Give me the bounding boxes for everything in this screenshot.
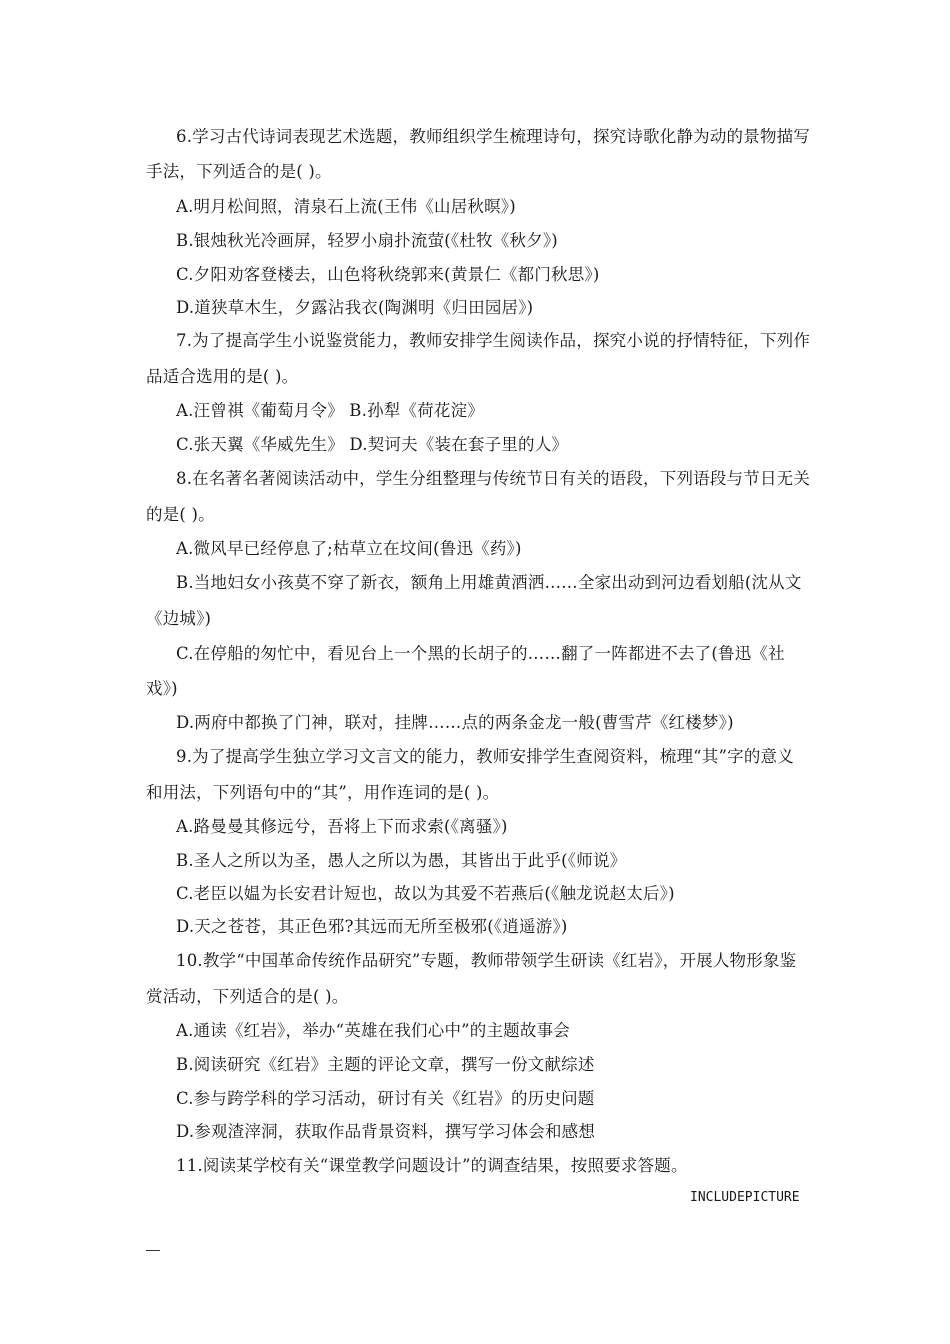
q7-options-cd: C.张天翼《华威先生》 D.契诃夫《装在套子里的人》 <box>176 435 569 454</box>
q10-option-c: C.参与跨学科的学习活动，研讨有关《红岩》的历史问题 <box>176 1089 595 1108</box>
q10-stem-line1: 10.教学“中国革命传统作品研究”专题，教师带领学生研读《红岩》，开展人物形象鉴 <box>176 951 797 970</box>
q8-option-b-line1: B.当地妇女小孩莫不穿了新衣，额角上用雄黄酒洒……全家出动到河边看划船(沈从文 <box>176 573 802 592</box>
q9-stem-line2: 和用法，下列语句中的“其”，用作连词的是( )。 <box>146 783 500 802</box>
q7-stem-line1: 7.为了提高学生小说鉴赏能力，教师安排学生阅读作品，探究小说的抒情特征，下列作 <box>176 331 811 350</box>
q6-stem-line1: 6.学习古代诗词表现艺术选题，教师组织学生梳理诗句，探究诗歌化静为动的景物描写 <box>176 127 811 146</box>
q8-option-d: D.两府中都换了门神，联对，挂牌……点的两条金龙一般(曹雪芹《红楼梦》) <box>176 713 734 732</box>
q8-stem-line1: 8.在名著名著阅读活动中，学生分组整理与传统节日有关的语段，下列语段与节日无关 <box>176 469 811 488</box>
q9-option-a: A.路曼曼其修远兮，吾将上下而求索(《离骚》) <box>176 817 508 836</box>
q8-option-a: A.微风早已经停息了;枯草立在坟间(鲁迅《药》) <box>176 539 522 558</box>
q8-option-c-line2: 戏》) <box>146 679 178 698</box>
q6-option-b: B.银烛秋光冷画屏，轻罗小扇扑流萤(《杜牧《秋夕》) <box>176 231 558 250</box>
q9-stem-line1: 9.为了提高学生独立学习文言文的能力，教师安排学生查阅资料，梳理“其”字的意义 <box>176 747 794 766</box>
q8-option-b-line2: 《边城》) <box>146 609 212 628</box>
q8-option-c-line1: C.在停船的匆忙中，看见台上一个黑的长胡子的……翻了一阵都进不去了(鲁迅《社 <box>176 644 785 663</box>
q11-stem-line1: 11.阅读某学校有关“课堂教学问题设计”的调查结果，按照要求答题。 <box>176 1156 688 1175</box>
q10-stem-line2: 赏活动，下列适合的是( )。 <box>146 987 349 1006</box>
q9-option-d: D.天之苍苍，其正色邪?其远而无所至极邪(《逍遥游》) <box>176 917 568 936</box>
q6-option-a: A.明月松间照，清泉石上流(王伟《山居秋暝》) <box>176 197 516 216</box>
q10-option-d: D.参观渣滓洞，获取作品背景资料，撰写学习体会和感想 <box>176 1122 596 1141</box>
q9-option-c: C.老臣以媪为长安君计短也，故以为其爱不若燕后(《触龙说赵太后》) <box>176 884 675 903</box>
q6-option-c: C.夕阳劝客登楼去，山色将秋绕郭来(黄景仁《都门秋思》) <box>176 265 600 284</box>
q9-option-b: B.圣人之所以为圣，愚人之所以为愚，其皆出于此乎(《师说》 <box>176 851 627 870</box>
q7-options-ab: A.汪曾祺《葡萄月令》 B.孙犁《荷花淀》 <box>176 401 484 420</box>
q7-stem-line2: 品适合选用的是( )。 <box>146 367 299 386</box>
q6-option-d: D.道狭草木生，夕露沾我衣(陶渊明《归田园居》) <box>176 298 534 317</box>
q8-stem-line2: 的是( )。 <box>146 505 215 524</box>
footnote-separator <box>146 1250 160 1251</box>
q6-stem-line2: 手法，下列适合的是( )。 <box>146 162 332 181</box>
q10-option-b: B.阅读研究《红岩》主题的评论文章，撰写一份文献综述 <box>176 1055 595 1074</box>
include-picture-field: INCLUDEPICTURE <box>690 1190 800 1205</box>
q10-option-a: A.通读《红岩》，举办“英雄在我们心中”的主题故事会 <box>176 1021 570 1040</box>
